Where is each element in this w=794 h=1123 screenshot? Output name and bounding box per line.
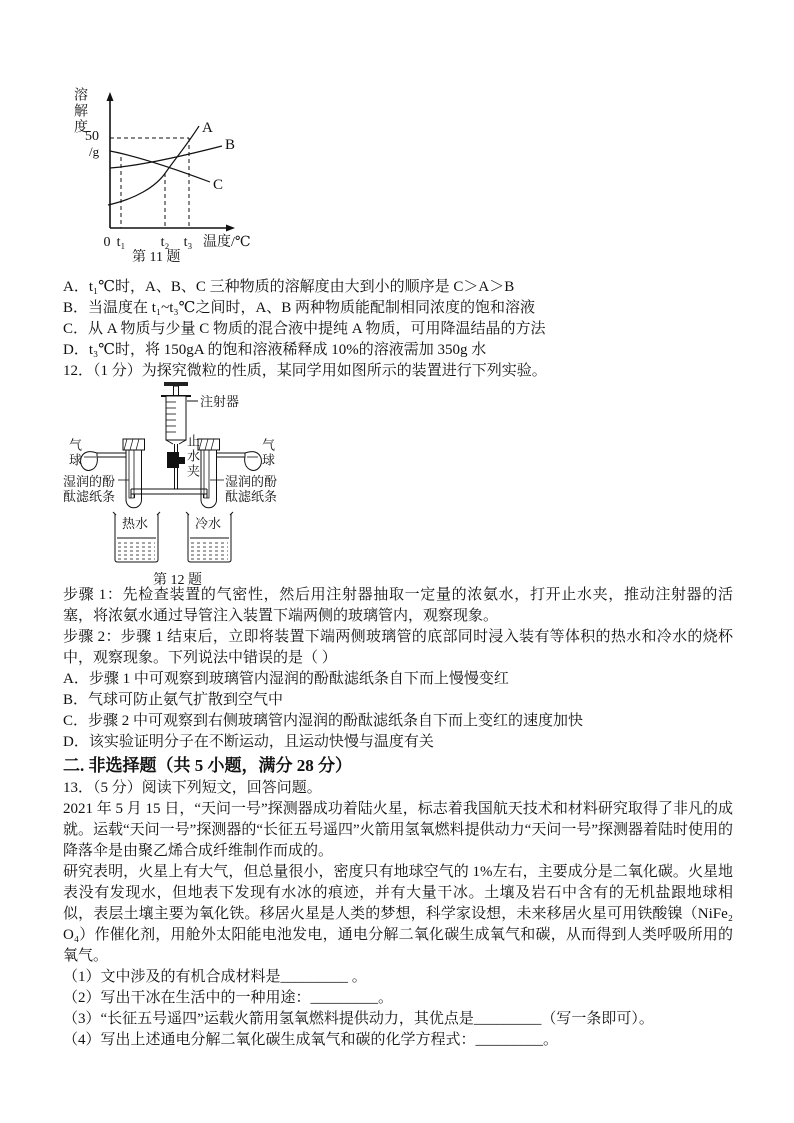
q13-sub4: （4）写出上述通电分解二氧化碳生成氧气和碳的化学方程式：_________。 bbox=[63, 1032, 559, 1048]
tick-t3: t₃ bbox=[183, 235, 193, 250]
syringe-plunger-handle bbox=[164, 382, 188, 386]
figure12-caption: 第 12 题 bbox=[153, 573, 202, 588]
tick-t2: t₂ bbox=[160, 235, 170, 250]
q13-sub3: （3）“长征五号遥四”运载火箭用氢氧燃料提供动力，其优点是_________（写一条即可）。 bbox=[63, 1011, 654, 1027]
paper-left-label: 湿润的酚酞滤纸条 bbox=[63, 474, 116, 504]
q11-option-a: A．t₁℃时，A、B、C 三种物质的溶解度由大到小的顺序是 C＞A＞B bbox=[63, 279, 515, 295]
x-axis-arrow bbox=[226, 225, 235, 232]
right-side-arm bbox=[217, 453, 246, 457]
q12-step1: 步骤 1：先检查装置的气密性，然后用注射器抽取一定量的浓氨水，打开止水夹，推动注射器的活塞，将浓氨水通过导管注入装置下端两侧的玻璃管内，观察现象。 bbox=[63, 587, 733, 624]
pinch-clamp bbox=[167, 452, 179, 468]
q11-option-c: C．从 A 物质与少量 C 物质的混合液中提纯 A 物质，可用降温结晶的方法 bbox=[63, 321, 546, 337]
y-axis-arrow bbox=[107, 92, 114, 101]
tick-t1: t₁ bbox=[116, 235, 126, 250]
balloon-right-label: 气球 bbox=[260, 438, 275, 468]
q13-paragraph-1: 2021 年 5 月 15 日，“天问一号”探测器成功着陆火星，标志着我国航天技术和材料研究取得了非凡的成就。运载“天问一号”探测器的“长征五号遥四”火箭用氢氧燃料提供动力“天问一号”探测器着陆时使用的降落伞是由聚乙烯合成纤维制作而成的。 bbox=[63, 801, 733, 859]
q11-option-d: D．t₃℃时，将 150gA 的饱和溶液稀释成 10%的溶液需加 350g 水 bbox=[63, 342, 487, 358]
q12-options bbox=[63, 669, 733, 753]
curve-c-label: C bbox=[213, 177, 224, 193]
x-axis-label: 温度/℃ bbox=[203, 235, 251, 250]
apparatus-figure bbox=[63, 382, 733, 588]
q11-option-b: B．当温度在 t₁~t₃℃之间时，A、B 两种物质能配制相同浓度的饱和溶液 bbox=[63, 300, 536, 316]
q13-paragraph-2: 研究表明，火星上有大气，但总量很小，密度只有地球空气的 1%左右，主要成分是二氧化碳。火星地表没有发现水，但地表下发现有水冰的痕迹，并有大量干冰。土壤及岩石中含有的无机盐跟地球相似，表层土壤主要为氧化铁。移居火星是人类的梦想，科学家设想，未来移居火星可用铁酸镍（NiFe₂O₄）作催化剂，用舱外太阳能电池发电，通电分解二氧化碳生成氧气和碳，从而得到人类呼吸所用的氧气。 bbox=[63, 864, 733, 964]
syringe-barrel bbox=[166, 396, 186, 440]
curve-b-label: B bbox=[225, 137, 236, 153]
syringe-plunger-rod bbox=[174, 386, 179, 396]
cold-water-label: 冷水 bbox=[195, 516, 222, 531]
section2-heading: 二. 非选择题（共 5 小题，满分 28 分） bbox=[63, 756, 352, 775]
connecting-manifold bbox=[131, 489, 207, 498]
q12-stem: 12．（1 分）为探究微粒的性质，某同学用如图所示的装置进行下列实验。 bbox=[63, 363, 547, 379]
hot-beaker-spout bbox=[113, 512, 160, 515]
q11-options bbox=[63, 277, 733, 361]
left-side-arm bbox=[97, 453, 126, 457]
cold-water-fill bbox=[191, 543, 228, 559]
cold-beaker-spout bbox=[186, 512, 233, 515]
q12-step2: 步骤 2：步骤 1 结束后，立即将装置下端两侧玻璃管的底部同时浸入装有等体积的热水和冷水的烧杯中，观察现象。下列说法中错误的是（ ） bbox=[63, 629, 733, 666]
q12-option-c: C．步骤 2 中可观察到右侧玻璃管内湿润的酚酞滤纸条自下而上变红的速度加快 bbox=[63, 713, 584, 729]
q12-option-b: B．气球可防止氨气扩散到空气中 bbox=[63, 692, 284, 708]
q13-sub1: （1）文中涉及的有机合成材料是_________ 。 bbox=[63, 969, 367, 985]
solubility-chart bbox=[63, 85, 273, 255]
syringe-taper bbox=[166, 440, 186, 444]
hot-water-fill bbox=[118, 543, 155, 559]
left-balloon bbox=[81, 452, 98, 471]
q12-option-d: D．该实验证明分子在不断运动，且运动快慢与温度有关 bbox=[63, 734, 434, 750]
solubility-chart-figure bbox=[63, 85, 733, 263]
balloon-left-label: 气球 bbox=[67, 438, 82, 468]
curve-a-label: A bbox=[202, 120, 213, 136]
syringe-label: 注射器 bbox=[200, 394, 240, 409]
q12-option-a: A．步骤 1 中可观察到玻璃管内湿润的酚酞滤纸条自下而上慢慢变红 bbox=[63, 671, 509, 687]
paper-right-label: 湿润的酚酞滤纸条 bbox=[225, 474, 278, 504]
q13-stem: 13．（5 分）阅读下列短文，回答问题。 bbox=[63, 780, 322, 796]
y-axis-50: 50 bbox=[85, 129, 99, 144]
right-balloon bbox=[245, 452, 262, 471]
hot-water-label: 热水 bbox=[122, 516, 149, 531]
figure11-caption: 第 11 题 bbox=[132, 250, 181, 265]
clamp-label: 止水夹 bbox=[185, 434, 200, 479]
curve-b bbox=[110, 146, 222, 168]
y-axis-unit: /g bbox=[89, 144, 100, 159]
q13-sub2: （2）写出干冰在生活中的一种用途：_________。 bbox=[63, 990, 394, 1006]
tick-0: 0 bbox=[103, 235, 111, 250]
y-axis-label: 溶解度 bbox=[72, 87, 87, 135]
document-body bbox=[63, 0, 733, 1051]
